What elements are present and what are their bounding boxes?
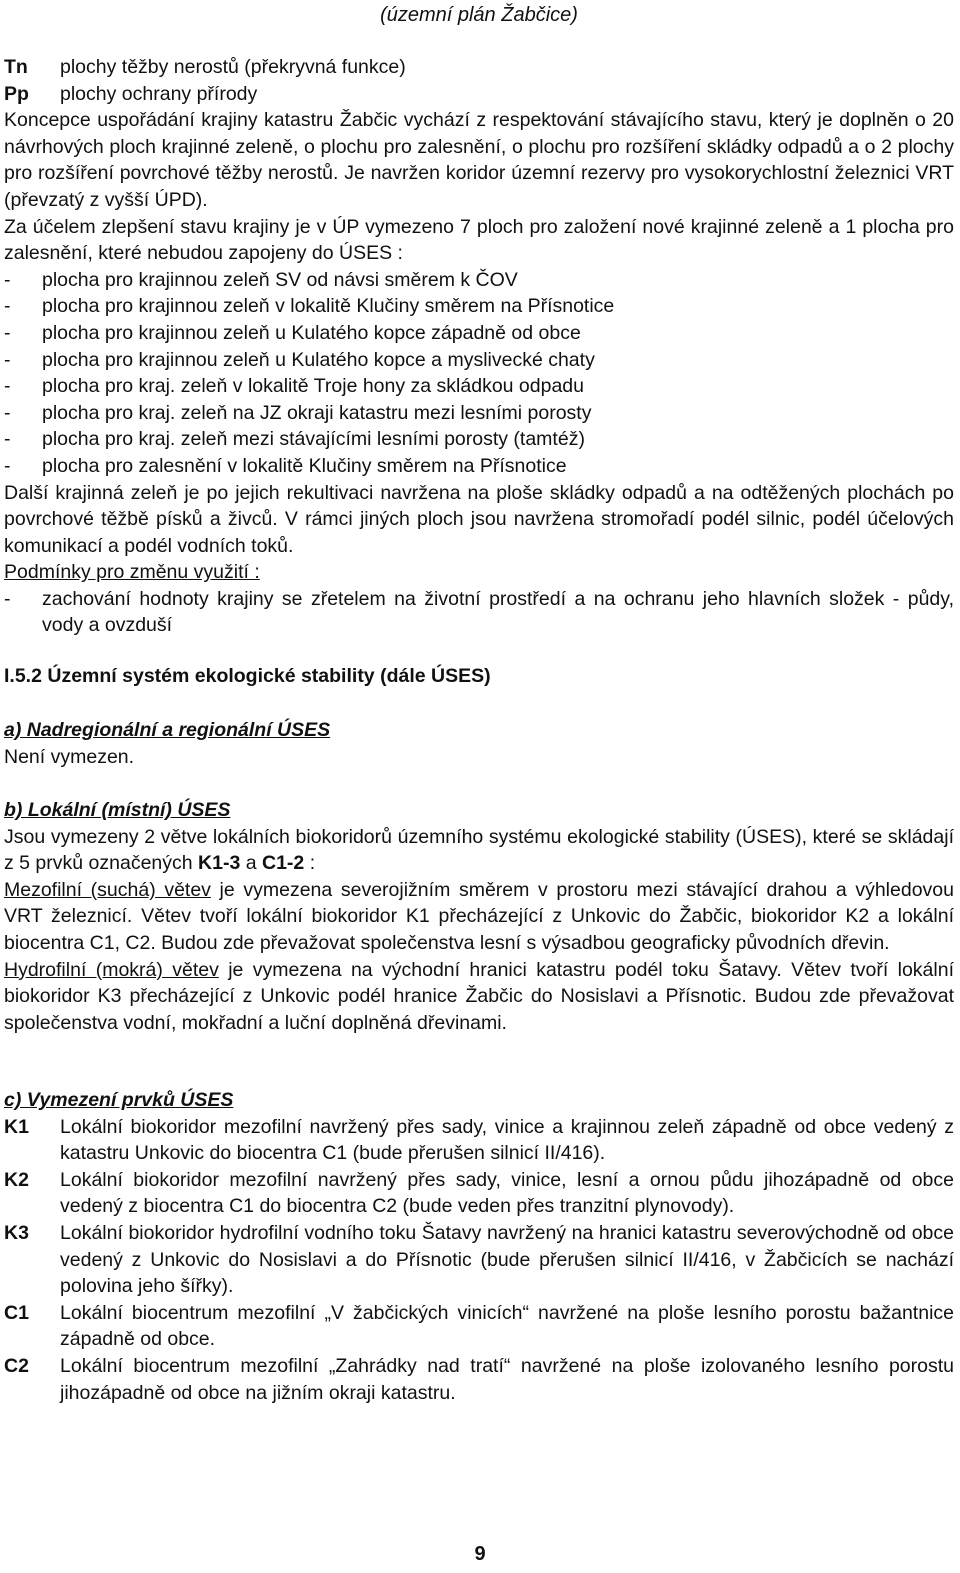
element-item: C2 Lokální biocentrum mezofilní „Zahrádky nad tratí“ navržené na ploše izolovaného lesního porostu jihozápadně od obce na jižním okraji katastru. — [4, 1354, 954, 1404]
list-item: - plocha pro krajinnou zeleň v lokalitě Klučiny směrem na Přísnotice — [4, 295, 615, 318]
element-item: K3 Lokální biokoridor hydrofilní vodního toku Šatavy navržený na hranici katastru severovýchodně od obce vedený z Unkovic do Nosislavi a do Přísnotic (bude přerušen silnicí II/416, v Žabčicích se nachází polovina jeho šířky). — [4, 1221, 954, 1298]
element-item: K1 Lokální biokoridor mezofilní navržený přes sady, vinice a krajinnou zeleň západně od obce vedený z katastru Unkovic do biocentra C1 (bude přerušen silnicí II/416). — [4, 1115, 954, 1165]
subsection-c-heading: c) Vymezení prvků ÚSES — [4, 1089, 234, 1111]
list-item: - plocha pro kraj. zeleň na JZ okraji katastru mezi lesními porosty — [4, 401, 592, 424]
legend-item — [4, 54, 954, 81]
legend-block — [4, 54, 954, 639]
legend-text: plochy těžby nerostů (překryvná funkce) — [60, 56, 406, 78]
subsection-a — [4, 717, 954, 770]
document-page — [4, 0, 954, 1573]
mesophilic-branch-paragraph: Mezofilní (suchá) větev je vymezena severojižním směrem v prostoru mezi stávající drahou a výhledovou VRT železnicí. Větev tvoří lokální biokoridor K1 přecházející z Unkovic do Žabčic, biokoridor K2 a lokální biocentra C1, C2. Budou zde převažovat společenstva lesní s výsadbou geograficky původních dřevin. — [4, 878, 954, 954]
list-item: - plocha pro kraj. zeleň mezi stávajícími lesními porosty (tamtéž) — [4, 428, 585, 451]
list-item: - plocha pro zalesnění v lokalitě Klučiny směrem na Přísnotice — [4, 454, 567, 477]
paragraph-other-greenery: Další krajinná zeleň je po jejich rekultivaci navržena na ploše skládky odpadů a na odtěžených plochách po povrchové těžbě písků a živců. V rámci jiných ploch jsou navržena stromořadí podél silnic, podél účelových komunikací a podél vodních toků. — [4, 481, 954, 557]
list-item: - plocha pro krajinnou zeleň SV od návsi směrem k ČOV — [4, 268, 518, 291]
element-item: C1 Lokální biocentrum mezofilní „V žabčických vinicích“ navržené na ploše lesního porostu bažantnice západně od obce. — [4, 1301, 954, 1351]
list-item: - plocha pro krajinnou zeleň u Kulatého kopce západně od obce — [4, 321, 581, 344]
legend-code: Tn — [4, 56, 28, 78]
document-header: (územní plán Žabčice) — [380, 4, 578, 26]
element-item: K2 Lokální biokoridor mezofilní navržený přes sady, vinice, lesní a ornou půdu jihozápadně od obce vedený z biocentra C1 do biocentra C2 (bude veden přes tranzitní plynovody). — [4, 1168, 954, 1218]
greenery-list — [4, 267, 954, 480]
list-item: - plocha pro krajinnou zeleň u Kulatého kopce a myslivecké chaty — [4, 348, 595, 371]
hydrophilic-branch-paragraph: Hydrofilní (mokrá) větev je vymezena na východní hranici katastru podél toku Šatavy. Větev tvoří lokální biokoridor K3 přecházející z Unkovic podél hranice Žabčic do Nosislavi a Přísnotic. Budou zde převažovat společenstva vodní, mokřadní a luční doplněná dřevinami. — [4, 958, 954, 1034]
section-heading: I.5.2 Územní systém ekologické stability (dále ÚSES) — [4, 665, 491, 687]
subsection-a-heading: a) Nadregionální a regionální ÚSES — [4, 719, 331, 741]
conditions-heading: Podmínky pro změnu využití : — [4, 561, 260, 584]
subsection-b — [4, 797, 954, 1036]
subsection-b-heading: b) Lokální (místní) ÚSES — [4, 799, 231, 821]
legend-item — [4, 81, 954, 108]
legend-code: Pp — [4, 82, 29, 105]
paragraph-improvement: Za účelem zlepšení stavu krajiny je v ÚP vymezeno 7 ploch pro založení nové krajinné zeleně a 1 plocha pro zalesnění, které nebudou zapojeny do ÚSES : — [4, 215, 954, 265]
subsection-b-intro: Jsou vymezeny 2 větve lokálních biokoridorů územního systému ekologické stability (ÚSES), které se skládají z 5 prvků označených K1-3 a C1-2 : — [4, 825, 954, 875]
paragraph-landscape-concept: Koncepce uspořádání krajiny katastru Žabčic vychází z respektování stávajícího stavu, který je doplněn o 20 návrhových ploch krajinné zeleně, o plochu pro zalesnění, o plochu pro rozšíření skládky odpadů a o 2 plochy pro rozšíření povrchové těžby nerostů. Je navržen koridor územní rezervy pro vysokorychlostní železnici VRT (převzatý z vyšší ÚPD). — [4, 109, 954, 211]
subsection-a-text: Není vymezen. — [4, 745, 135, 768]
legend-text: plochy ochrany přírody — [60, 82, 258, 105]
conditions-item: - zachování hodnoty krajiny se zřetelem na životní prostředí a na ochranu jeho hlavních složek - půdy, vody a ovzduší — [4, 587, 954, 637]
subsection-c — [4, 1087, 954, 1406]
list-item: - plocha pro kraj. zeleň v lokalitě Troje hony za skládkou odpadu — [4, 375, 584, 398]
page-number: 9 — [474, 1543, 486, 1565]
